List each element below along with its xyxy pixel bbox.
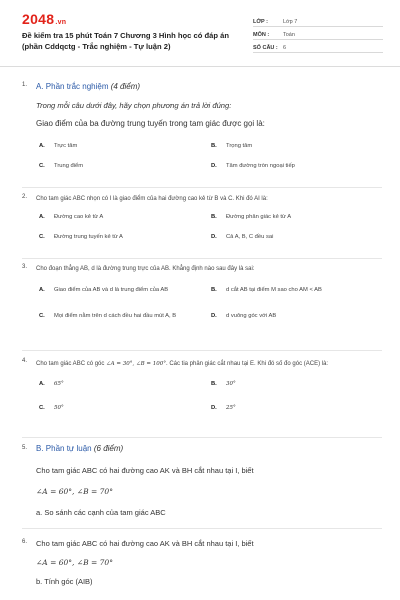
meta-label: SỐ CÂU : xyxy=(253,45,278,51)
divider xyxy=(22,187,382,188)
meta-value: Lớp 7 xyxy=(283,19,298,25)
option-c[interactable] xyxy=(36,233,196,241)
option-c[interactable] xyxy=(36,307,196,325)
option-text: Trung điểm xyxy=(54,163,84,169)
question-text xyxy=(36,358,382,370)
meta-row-class xyxy=(253,14,383,27)
options-grid xyxy=(36,281,382,325)
meta-label: LỚP : xyxy=(253,19,268,25)
option-label: D. xyxy=(211,405,217,411)
section-points: (6 điểm) xyxy=(93,444,124,453)
option-text: Mọi điểm nằm trên d cách đều hai đầu mút A, B xyxy=(54,313,177,319)
option-text: 25° xyxy=(226,405,236,411)
option-b[interactable] xyxy=(208,281,368,299)
option-c[interactable] xyxy=(36,402,196,414)
option-d[interactable] xyxy=(208,402,368,414)
question-1 xyxy=(22,82,382,170)
divider xyxy=(22,437,382,438)
question-text: Cho tam giác ABC nhọn có I là giao điểm của hai đường cao kẻ từ B và C. Khi đó AI là: xyxy=(36,196,268,202)
option-text: 30° xyxy=(226,381,236,387)
logo-suffix: .vn xyxy=(55,19,67,26)
angle-expression: ∠A = 30°, ∠B = 100° xyxy=(106,361,166,367)
option-label: D. xyxy=(211,313,217,319)
section-points: (4 điểm) xyxy=(110,82,141,91)
question-number: 2. xyxy=(22,194,28,200)
section-name: B. Phần tự luận xyxy=(36,444,92,453)
option-label: B. xyxy=(211,287,217,293)
section-title-essay xyxy=(36,444,382,454)
option-text: Trọng tâm xyxy=(226,143,253,149)
option-label: A. xyxy=(39,143,45,149)
question-number: 5. xyxy=(22,445,28,451)
divider xyxy=(22,350,382,351)
option-a[interactable] xyxy=(36,142,196,150)
option-text: Đường cao kẻ từ A xyxy=(54,214,104,220)
options-grid xyxy=(36,142,382,170)
angle-expression: ∠A = 60°, ∠B = 70° xyxy=(36,487,113,496)
sub-question: a. So sánh các cạnh của tam giác ABC xyxy=(36,508,166,517)
page-header xyxy=(0,0,400,67)
sub-question: b. Tính góc (AIB) xyxy=(36,577,93,586)
option-label: A. xyxy=(39,381,45,387)
option-text: Đường phân giác kẻ từ A xyxy=(226,214,292,220)
question-text: Cho tam giác ABC có hai đường cao AK và BH cắt nhau tại I, biết xyxy=(36,466,254,475)
option-text: Giao điểm của AB và d là trung điểm của AB xyxy=(54,287,169,293)
option-text: Trực tâm xyxy=(54,143,78,149)
meta-label: MÔN : xyxy=(253,32,270,38)
question-6 xyxy=(22,538,382,588)
option-label: C. xyxy=(39,234,45,240)
question-text-start: Cho tam giác ABC có góc xyxy=(36,361,105,367)
section-name: A. Phần trắc nghiệm xyxy=(36,82,109,91)
option-text: 50° xyxy=(54,405,64,411)
question-text: Cho đoạn thẳng AB, d là đường trung trực của AB. Khẳng định nào sau đây là sai: xyxy=(36,266,255,272)
question-2 xyxy=(22,194,382,241)
option-c[interactable] xyxy=(36,162,196,170)
option-text: 65° xyxy=(54,381,64,387)
question-3 xyxy=(22,264,382,325)
option-text: d vuông góc với AB xyxy=(226,313,277,319)
question-number: 6. xyxy=(22,539,28,545)
instruction-text: Trong mỗi câu dưới đây, hãy chọn phương án trả lời đúng: xyxy=(36,101,232,110)
option-text: Cả A, B, C đều sai xyxy=(226,234,274,240)
option-label: B. xyxy=(211,214,217,220)
option-a[interactable] xyxy=(36,378,196,390)
option-d[interactable] xyxy=(208,307,368,325)
option-text: Đường trung tuyến kẻ từ A xyxy=(54,234,123,240)
option-b[interactable] xyxy=(208,213,368,221)
meta-row-subject xyxy=(253,27,383,40)
divider xyxy=(22,258,382,259)
meta-value: 6 xyxy=(283,45,287,51)
question-text: Cho tam giác ABC có hai đường cao AK và BH cắt nhau tại I, biết xyxy=(36,539,254,548)
question-text: Giao điểm của ba đường trung tuyến trong tam giác được gọi là: xyxy=(36,119,265,128)
question-text-end: . Các tia phân giác cắt nhau tại E. Khi đó số đo góc (ACE) là: xyxy=(165,361,329,367)
question-number: 1. xyxy=(22,82,28,88)
option-label: C. xyxy=(39,405,45,411)
option-a[interactable] xyxy=(36,213,196,221)
site-logo[interactable] xyxy=(22,11,66,27)
option-label: A. xyxy=(39,287,45,293)
question-number: 4. xyxy=(22,358,28,364)
divider xyxy=(22,528,382,529)
option-b[interactable] xyxy=(208,142,368,150)
meta-value: Toán xyxy=(283,32,295,38)
option-d[interactable] xyxy=(208,162,368,170)
question-4 xyxy=(22,358,382,414)
option-b[interactable] xyxy=(208,378,368,390)
angle-expression: ∠A = 60°, ∠B = 70° xyxy=(36,558,113,567)
option-label: B. xyxy=(211,381,217,387)
options-grid xyxy=(36,213,382,241)
option-text: Tâm đường tròn ngoại tiếp xyxy=(226,163,295,169)
question-number: 3. xyxy=(22,264,28,270)
document-title: Đề kiểm tra 15 phút Toán 7 Chương 3 Hình học có đáp án (phần Cddqctg - Trắc nghiệm - Tự luận 2) xyxy=(22,31,229,51)
meta-panel xyxy=(253,14,383,53)
option-label: D. xyxy=(211,163,217,169)
options-grid xyxy=(36,378,382,414)
option-text: d cắt AB tại điểm M sao cho AM < AB xyxy=(226,287,322,293)
option-label: C. xyxy=(39,163,45,169)
option-d[interactable] xyxy=(208,233,368,241)
logo-text: 2048 xyxy=(22,11,55,27)
option-label: D. xyxy=(211,234,217,240)
meta-row-count xyxy=(253,40,383,53)
section-title-multiple-choice xyxy=(36,82,382,92)
option-a[interactable] xyxy=(36,281,196,299)
question-5 xyxy=(22,444,382,519)
option-label: C. xyxy=(39,313,45,319)
option-label: A. xyxy=(39,214,45,220)
option-label: B. xyxy=(211,143,217,149)
